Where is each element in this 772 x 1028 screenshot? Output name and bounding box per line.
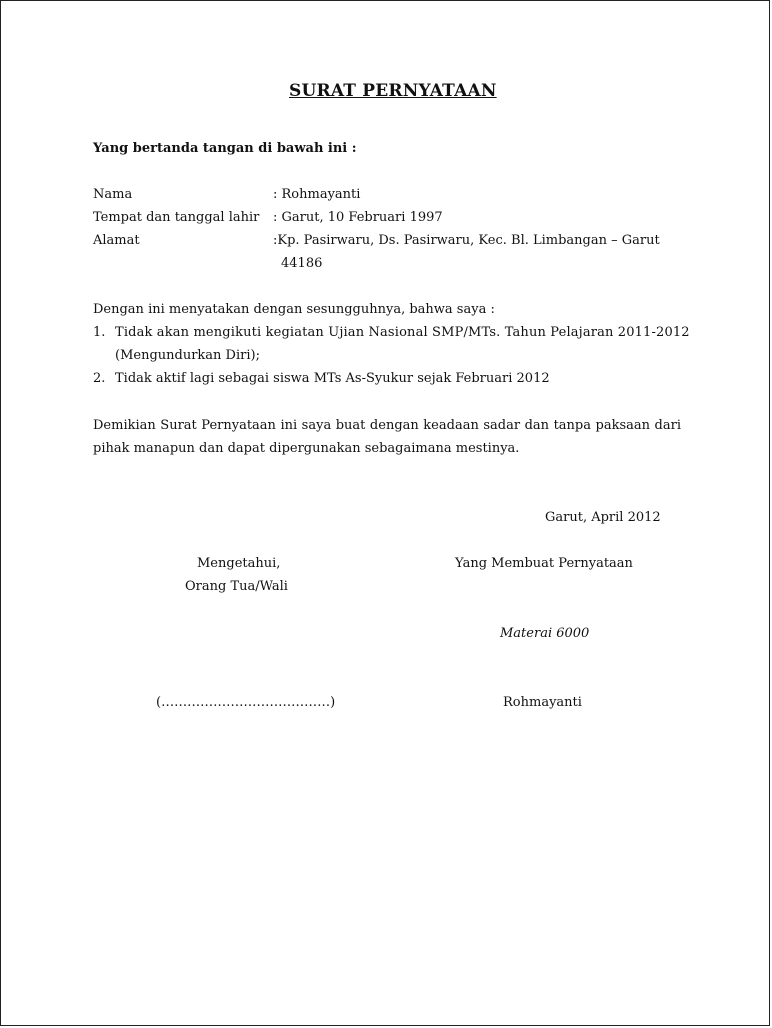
field-value-nama: : Rohmayanti <box>273 187 361 202</box>
document-title: SURAT PERNYATAAN <box>289 81 497 101</box>
left-signature-heading: Mengetahui, <box>197 556 281 571</box>
list-item-text-cont: (Mengundurkan Diri); <box>115 348 260 363</box>
closing-paragraph: Demikian Surat Pernyataan ini saya buat dengan keadaan sadar dan tanpa paksaan dari pihak manapun dan dapat dipergunakan sebagaimana mestinya. <box>93 418 681 456</box>
place-date: Garut, April 2012 <box>545 510 661 525</box>
left-signature-name-placeholder: (…………………………………) <box>156 695 336 710</box>
field-value-alamat-cont: 44186 <box>281 256 323 271</box>
field-value-alamat: :Kp. Pasirwaru, Ds. Pasirwaru, Kec. Bl. Limbangan – Garut <box>273 233 660 248</box>
field-label-alamat: Alamat <box>93 233 140 248</box>
intro-text: Yang bertanda tangan di bawah ini : <box>93 141 357 156</box>
right-signature-name: Rohmayanti <box>503 695 582 710</box>
list-item-number: 1. <box>93 325 106 340</box>
left-signature-role: Orang Tua/Wali <box>185 579 288 594</box>
list-item-text: Tidak akan mengikuti kegiatan Ujian Nasional SMP/MTs. Tahun Pelajaran 2011-2012 <box>115 325 690 340</box>
field-label-tempat-tanggal-lahir: Tempat dan tanggal lahir <box>93 210 260 225</box>
materai-stamp-note: Materai 6000 <box>500 626 590 641</box>
list-item-number: 2. <box>93 371 106 386</box>
right-signature-heading: Yang Membuat Pernyataan <box>455 556 633 571</box>
field-label-nama: Nama <box>93 187 133 202</box>
statement-intro: Dengan ini menyatakan dengan sesungguhnya, bahwa saya : <box>93 302 495 317</box>
field-value-tempat-tanggal-lahir: : Garut, 10 Februari 1997 <box>273 210 443 225</box>
list-item-text: Tidak aktif lagi sebagai siswa MTs As-Syukur sejak Februari 2012 <box>115 371 550 386</box>
